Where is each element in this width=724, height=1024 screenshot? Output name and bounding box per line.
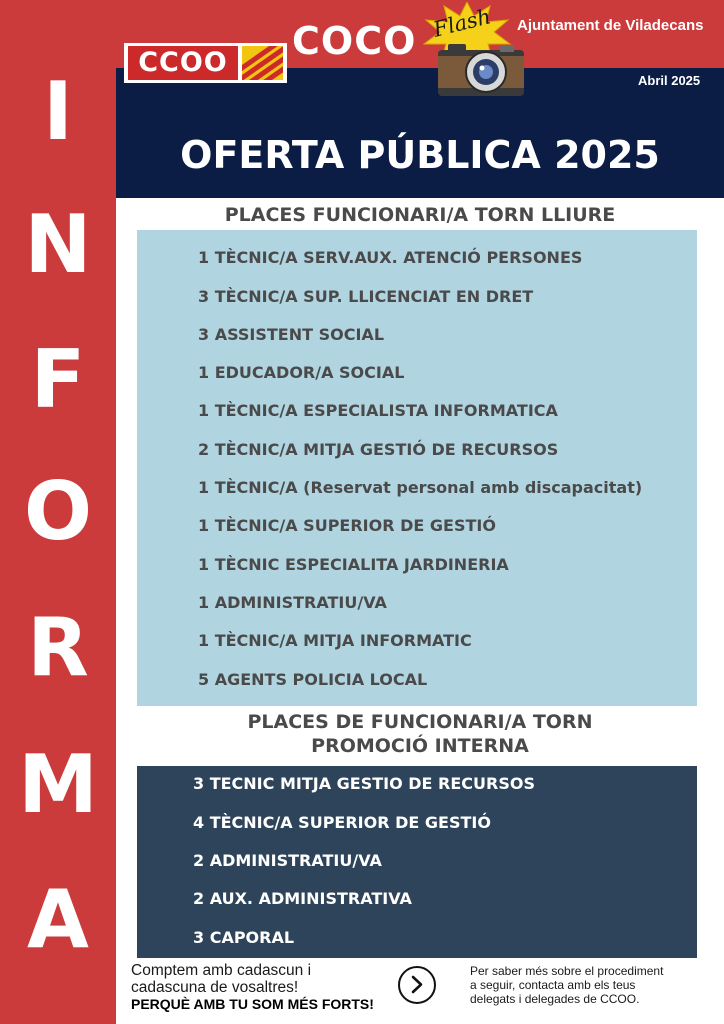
footer-info-line: delegats i delegades de CCOO. <box>470 992 640 1006</box>
free-shift-list <box>137 230 697 706</box>
list-item: 5 AGENTS POLICIA LOCAL <box>198 670 428 689</box>
ccoo-logo <box>124 43 287 83</box>
organization-name: Ajuntament de Viladecans <box>517 17 704 34</box>
side-banner <box>0 0 116 1024</box>
list-item: 4 TÈCNIC/A SUPERIOR DE GESTIÓ <box>193 813 491 832</box>
footer-slogan: PERQUÈ AMB TU SOM MÉS FORTS! <box>131 996 374 1012</box>
footer-line: Comptem amb cadascun i <box>131 962 312 979</box>
list-item: 2 ADMINISTRATIU/VA <box>193 851 382 870</box>
section-title-line: PLACES DE FUNCIONARI/A TORN <box>247 711 593 733</box>
list-item: 3 TECNIC MITJA GESTIO DE RECURSOS <box>193 774 535 793</box>
footer-info-line: Per saber més sobre el procediment <box>470 964 664 978</box>
list-item: 1 EDUCADOR/A SOCIAL <box>198 363 405 382</box>
section-title-internal-promotion <box>116 710 724 758</box>
list-item: 1 TÈCNIC ESPECIALITA JARDINERIA <box>198 555 509 574</box>
banner-letter: O <box>23 465 92 558</box>
list-item: 1 TÈCNIC/A SUPERIOR DE GESTIÓ <box>198 516 496 535</box>
list-item: 2 TÈCNIC/A MITJA GESTIÓ DE RECURSOS <box>198 440 559 459</box>
list-item: 1 TÈCNIC/A (Reservat personal amb discapacitat) <box>198 478 643 497</box>
publication-date: Abril 2025 <box>638 73 701 88</box>
catalan-flag-icon <box>242 46 283 80</box>
list-item: 3 ASSISTENT SOCIAL <box>198 325 385 344</box>
list-item: 2 AUX. ADMINISTRATIVA <box>193 889 412 908</box>
footer-info <box>470 964 720 1006</box>
banner-letter: F <box>30 333 86 426</box>
footer-message <box>131 962 391 1013</box>
camera-icon <box>438 42 524 96</box>
list-item: 3 TÈCNIC/A SUP. LLICENCIAT EN DRET <box>198 287 534 306</box>
next-arrow-button[interactable] <box>398 966 436 1004</box>
section-title-free-shift: PLACES FUNCIONARI/A TORN LLIURE <box>224 204 616 226</box>
banner-letter: R <box>27 601 89 694</box>
coco-title: COCO <box>292 19 417 63</box>
banner-letter: I <box>43 65 73 158</box>
ccoo-logo-text: CCOO <box>128 46 238 80</box>
banner-letter: M <box>18 738 98 831</box>
list-item: 1 TÈCNIC/A MITJA INFORMATIC <box>198 631 472 650</box>
footer-line: cadascuna de vosaltres! <box>131 979 299 996</box>
chevron-right-icon <box>400 968 433 1001</box>
internal-promotion-list <box>137 766 697 958</box>
flash-label: Flash <box>430 4 494 42</box>
banner-letter: N <box>24 198 92 291</box>
page-title: OFERTA PÚBLICA 2025 <box>180 133 660 177</box>
list-item: 1 TÈCNIC/A SERV.AUX. ATENCIÓ PERSONES <box>198 248 583 267</box>
list-item: 3 CAPORAL <box>193 928 295 947</box>
footer-info-line: a seguir, contacta amb els teus <box>470 978 636 992</box>
banner-letter: A <box>27 873 89 966</box>
list-item: 1 ADMINISTRATIU/VA <box>198 593 387 612</box>
section-title-line: PROMOCIÓ INTERNA <box>311 735 529 757</box>
list-item: 1 TÈCNIC/A ESPECIALISTA INFORMATICA <box>198 401 558 420</box>
